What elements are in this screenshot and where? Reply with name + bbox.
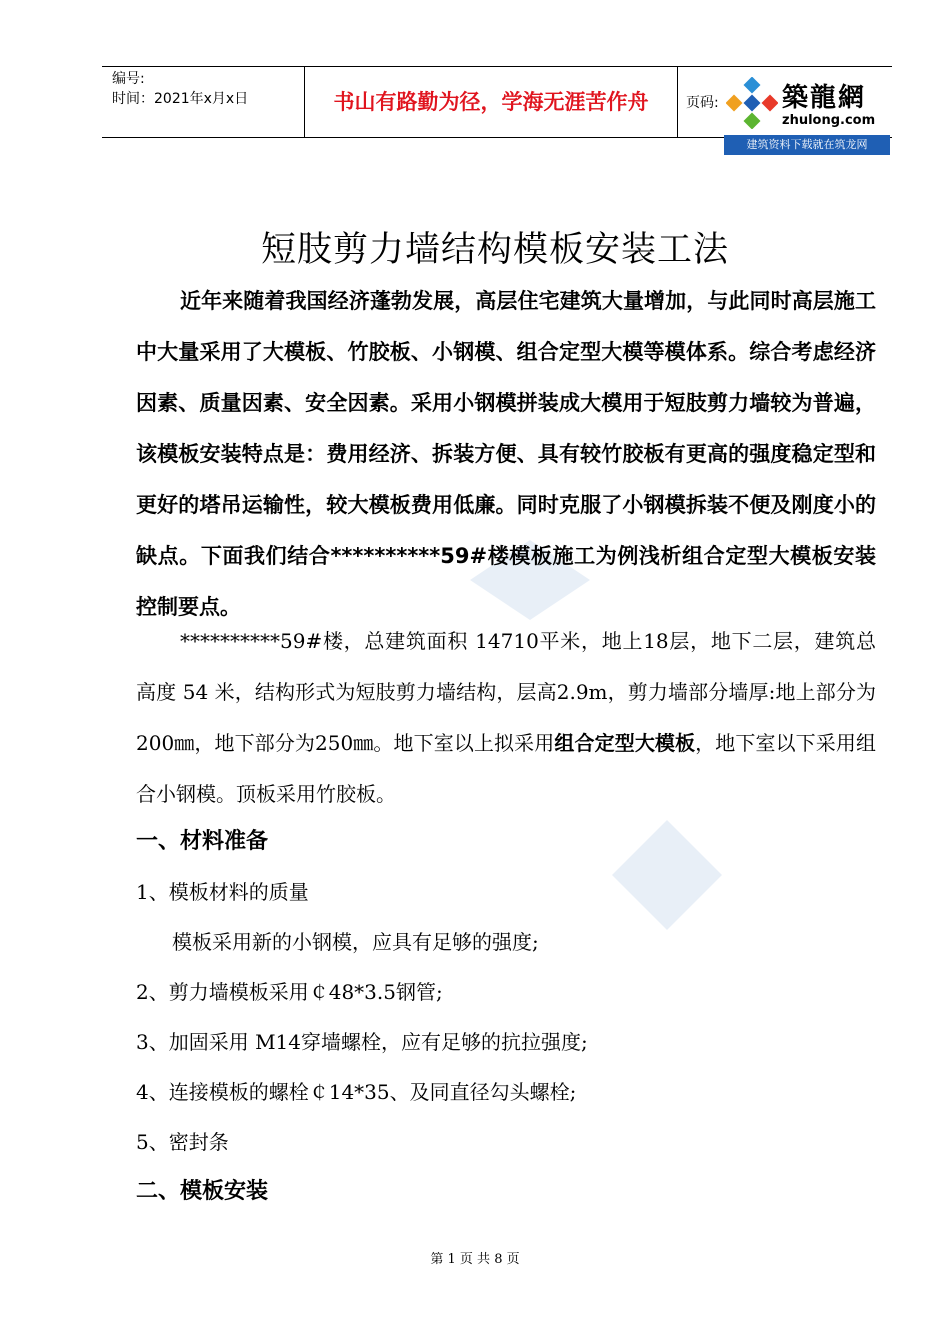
section-heading-materials: 一、材料准备 — [136, 829, 269, 854]
zhulong-logo — [724, 73, 890, 159]
zhulong-logo-mark-icon — [726, 77, 778, 129]
overview-text-b: ，地下室以下采用组合小钢模。顶板采用竹胶板。 — [136, 731, 876, 806]
time-label: 时间：2021年x月x日 — [112, 91, 249, 107]
intro-paragraph: 近年来随着我国经济蓬勃发展，高层住宅建筑大量增加，与此同时高层施工中大量采用了大模板、竹胶板、小钢模、组合定型大模等模体系。综合考虑经济因素、质量因素、安全因素。采用小钢模拼装成大模用于短肢剪力墙较为普遍，该模板安装特点是：费用经济、拆装方便、具有较竹胶板有更高的强度稳定型和更好的塔吊运输性，较大模板费用低廉。同时克服了小钢模拆装不便及刚度小的缺点。下面我们结合**********59#楼模板施工为例浅析组合定型大模板安装控制要点。 — [136, 289, 876, 619]
number-label: 编号: — [112, 71, 145, 87]
document-header — [102, 66, 892, 151]
overview-text-a: **********59#楼，总建筑面积 14710平米，地上18层，地下二层，建筑总高度 54 米，结构形式为短肢剪力墙结构，层高2.9m，剪力墙部分墙厚:地上部分为200㎜，地下部分为250㎜。地下室以上拟采用 — [136, 629, 876, 755]
list-item-sub: 模板采用新的小钢模，应具有足够的强度; — [172, 930, 539, 954]
overview-paragraph — [136, 616, 876, 820]
list-item: 5、密封条 — [136, 1130, 229, 1154]
header-info-cell — [102, 67, 305, 137]
document-title: 短肢剪力墙结构模板安装工法 — [260, 230, 729, 270]
page-footer: 第 1 页 共 8 页 — [430, 1252, 520, 1267]
list-item: 1、模板材料的质量 — [136, 880, 309, 904]
list-item: 3、加固采用 M14穿墙螺栓，应有足够的抗拉强度; — [136, 1030, 588, 1054]
list-item: 2、剪力墙模板采用￠48*3.5钢管; — [136, 980, 443, 1004]
watermark-icon — [612, 820, 722, 930]
list-item: 4、连接模板的螺栓￠14*35、及同直径勾头螺栓; — [136, 1080, 577, 1104]
overview-text-bold: 组合定型大模板 — [554, 731, 696, 755]
section-heading-installation: 二、模板安装 — [136, 1179, 269, 1204]
page-label: 页码: — [686, 95, 719, 111]
header-motto-cell — [305, 67, 678, 137]
logo-band: 建筑资料下载就在筑龙网 — [724, 135, 890, 155]
motto: 书山有路勤为径，学海无涯苦作舟 — [333, 90, 649, 114]
logo-domain: zhulong.com — [782, 113, 876, 128]
header-page-cell — [678, 67, 892, 151]
logo-name: 築龍網 — [782, 83, 867, 113]
